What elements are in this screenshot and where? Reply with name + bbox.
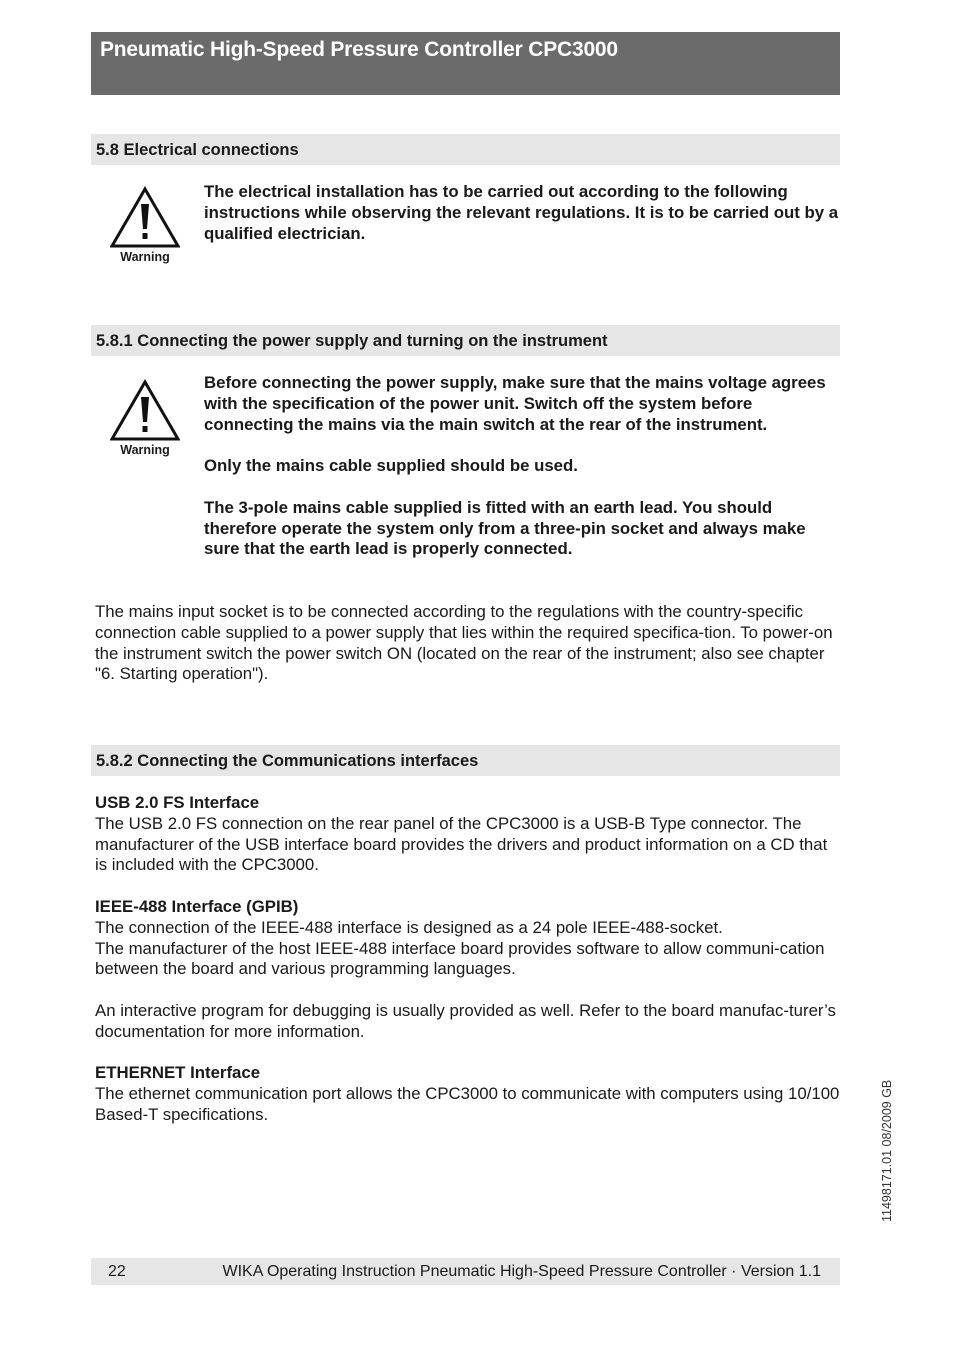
warning-label: Warning <box>120 250 170 264</box>
warning-text <box>204 182 844 265</box>
warning-block <box>110 186 180 264</box>
ieee-interface-text: The connection of the IEEE-488 interface is designed as a 24 pole IEEE-488-socket. <box>95 917 723 937</box>
warning-paragraph: Before connecting the power supply, make sure that the mains voltage agrees with the specification of the power unit. Switch off the system before connecting the mains via the main switch at the rear of the instrument. <box>204 373 826 434</box>
document-code: 11498171.01 08/2009 GB <box>880 1079 894 1222</box>
document-header <box>91 32 840 95</box>
page-footer <box>91 1258 840 1285</box>
warning-paragraph: The electrical installation has to be carried out according to the following instructions while observing the relevant regulations. It is to be carried out by a qualified electrician. <box>204 182 839 243</box>
body-paragraph <box>95 602 840 685</box>
mains-socket-paragraph: The mains input socket is to be connected according to the regulations with the country-specific connection cable supplied to a power supply that lies within the required specifica-tion. To power-on the instrument switch the power switch ON (located on the rear of the instrument; also see chapter "6. Starting operation"). <box>95 602 833 684</box>
warning-triangle-icon <box>110 379 180 443</box>
ieee-interface-text: The manufacturer of the host IEEE-488 interface board provides software to allow communi-cation between the board and various programming languages. <box>95 938 825 979</box>
section-heading-5-8-2 <box>91 745 840 776</box>
warning-label: Warning <box>120 443 170 457</box>
warning-paragraph: The 3-pole mains cable supplied is fitted with an earth lead. You should therefore operate the system only from a three-pin socket and always make sure that the earth lead is properly connected. <box>204 497 806 559</box>
warning-text <box>204 373 844 581</box>
usb-interface-text: The USB 2.0 FS connection on the rear panel of the CPC3000 is a USB-B Type connector. The manufacturer of the USB interface board provides the drivers and product information on a CD that is included with the CPC3000. <box>95 813 828 875</box>
interfaces-content <box>95 793 840 1126</box>
document-title: Pneumatic High-Speed Pressure Controller CPC3000 <box>100 38 618 61</box>
warning-block <box>110 379 180 457</box>
ieee-interface-title: IEEE-488 Interface (GPIB) <box>95 896 299 916</box>
section-heading-5-8-1 <box>91 325 840 356</box>
usb-interface-title: USB 2.0 FS Interface <box>95 793 260 812</box>
ieee-debug-text: An interactive program for debugging is usually provided as well. Refer to the board manufac-turer’s documentation for more information. <box>95 1000 836 1041</box>
section-heading-text: 5.8.2 Connecting the Communications interfaces <box>96 752 479 770</box>
section-heading-5-8 <box>91 134 840 165</box>
warning-paragraph: Only the mains cable supplied should be used. <box>204 456 578 476</box>
section-heading-text: 5.8 Electrical connections <box>96 141 299 159</box>
ethernet-interface-title: ETHERNET Interface <box>95 1063 261 1083</box>
section-heading-text: 5.8.1 Connecting the power supply and turning on the instrument <box>96 332 608 350</box>
ethernet-interface-text: The ethernet communication port allows the CPC3000 to communicate with computers using 10/100 Based-T specifications. <box>95 1084 840 1124</box>
page-number: 22 <box>108 1263 126 1280</box>
footer-text: WIKA Operating Instruction Pneumatic High-Speed Pressure Controller · Version 1.1 <box>222 1263 821 1280</box>
warning-triangle-icon <box>110 186 180 250</box>
